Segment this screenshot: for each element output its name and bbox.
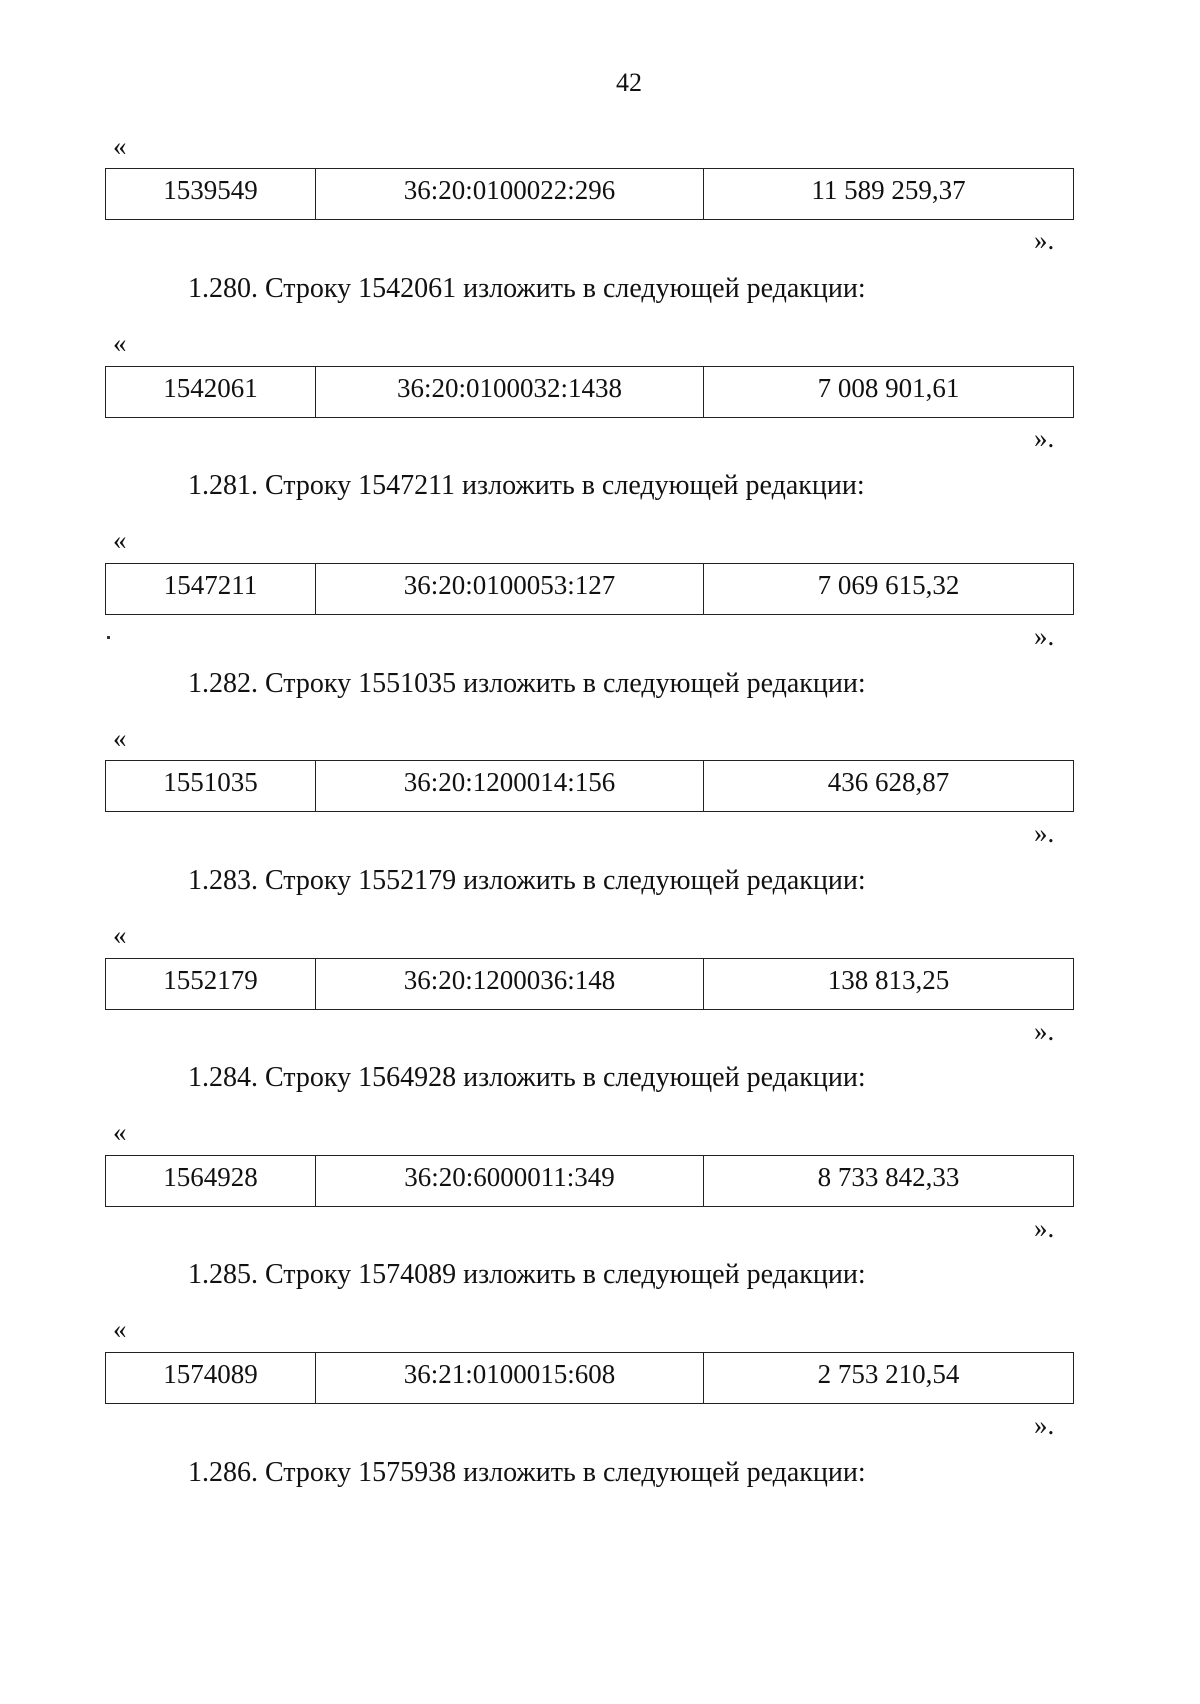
cadastral-number-cell: 36:20:1200014:156 <box>316 761 704 812</box>
value-cell: 2 753 210,54 <box>704 1353 1074 1404</box>
row-number-cell: 1542061 <box>106 367 316 418</box>
table-row <box>106 169 1074 220</box>
instruction-text: 1.280. Строку 1542061 изложить в следующей редакции: <box>188 273 866 304</box>
cadastral-number-cell: 36:20:0100032:1438 <box>316 367 704 418</box>
open-quote: « <box>113 328 127 358</box>
value-cell: 7 069 615,32 <box>704 564 1074 615</box>
table-row <box>106 367 1074 418</box>
row-table <box>105 563 1074 615</box>
cadastral-number-cell: 36:20:0100022:296 <box>316 169 704 220</box>
close-quote: ». <box>1034 1016 1055 1046</box>
instruction-text: 1.283. Строку 1552179 изложить в следующей редакции: <box>188 865 866 896</box>
open-quote: « <box>113 131 127 161</box>
instruction-text: 1.285. Строку 1574089 изложить в следующей редакции: <box>188 1259 866 1290</box>
instruction-text: 1.281. Строку 1547211 изложить в следующей редакции: <box>188 470 865 501</box>
close-quote: ». <box>1034 818 1055 848</box>
value-cell: 11 589 259,37 <box>704 169 1074 220</box>
row-table <box>105 1352 1074 1404</box>
row-number-cell: 1539549 <box>106 169 316 220</box>
instruction-text: 1.282. Строку 1551035 изложить в следующей редакции: <box>188 668 866 699</box>
close-quote: ». <box>1034 621 1055 651</box>
open-quote: « <box>113 525 127 555</box>
open-quote: « <box>113 920 127 950</box>
value-cell: 7 008 901,61 <box>704 367 1074 418</box>
open-quote: « <box>113 723 127 753</box>
table-row <box>106 564 1074 615</box>
open-quote: « <box>113 1314 127 1344</box>
cadastral-number-cell: 36:20:1200036:148 <box>316 959 704 1010</box>
instruction-text: 1.286. Строку 1575938 изложить в следующей редакции: <box>188 1457 866 1488</box>
cadastral-number-cell: 36:21:0100015:608 <box>316 1353 704 1404</box>
row-table <box>105 1155 1074 1207</box>
cadastral-number-cell: 36:20:0100053:127 <box>316 564 704 615</box>
row-number-cell: 1564928 <box>106 1156 316 1207</box>
row-number-cell: 1547211 <box>106 564 316 615</box>
row-number-cell: 1552179 <box>106 959 316 1010</box>
close-quote: ». <box>1034 1410 1055 1440</box>
row-number-cell: 1574089 <box>106 1353 316 1404</box>
table-row <box>106 761 1074 812</box>
table-row <box>106 1156 1074 1207</box>
value-cell: 436 628,87 <box>704 761 1074 812</box>
close-quote: ». <box>1034 1213 1055 1243</box>
row-number-cell: 1551035 <box>106 761 316 812</box>
close-quote: ». <box>1034 225 1055 255</box>
row-table <box>105 958 1074 1010</box>
row-table <box>105 168 1074 220</box>
instruction-text: 1.284. Строку 1564928 изложить в следующей редакции: <box>188 1062 866 1093</box>
page-number: 42 <box>616 68 642 97</box>
table-row <box>106 1353 1074 1404</box>
cadastral-number-cell: 36:20:6000011:349 <box>316 1156 704 1207</box>
table-row <box>106 959 1074 1010</box>
value-cell: 138 813,25 <box>704 959 1074 1010</box>
open-quote: « <box>113 1117 127 1147</box>
row-table <box>105 366 1074 418</box>
value-cell: 8 733 842,33 <box>704 1156 1074 1207</box>
scan-speck <box>107 636 110 639</box>
close-quote: ». <box>1034 423 1055 453</box>
row-table <box>105 760 1074 812</box>
